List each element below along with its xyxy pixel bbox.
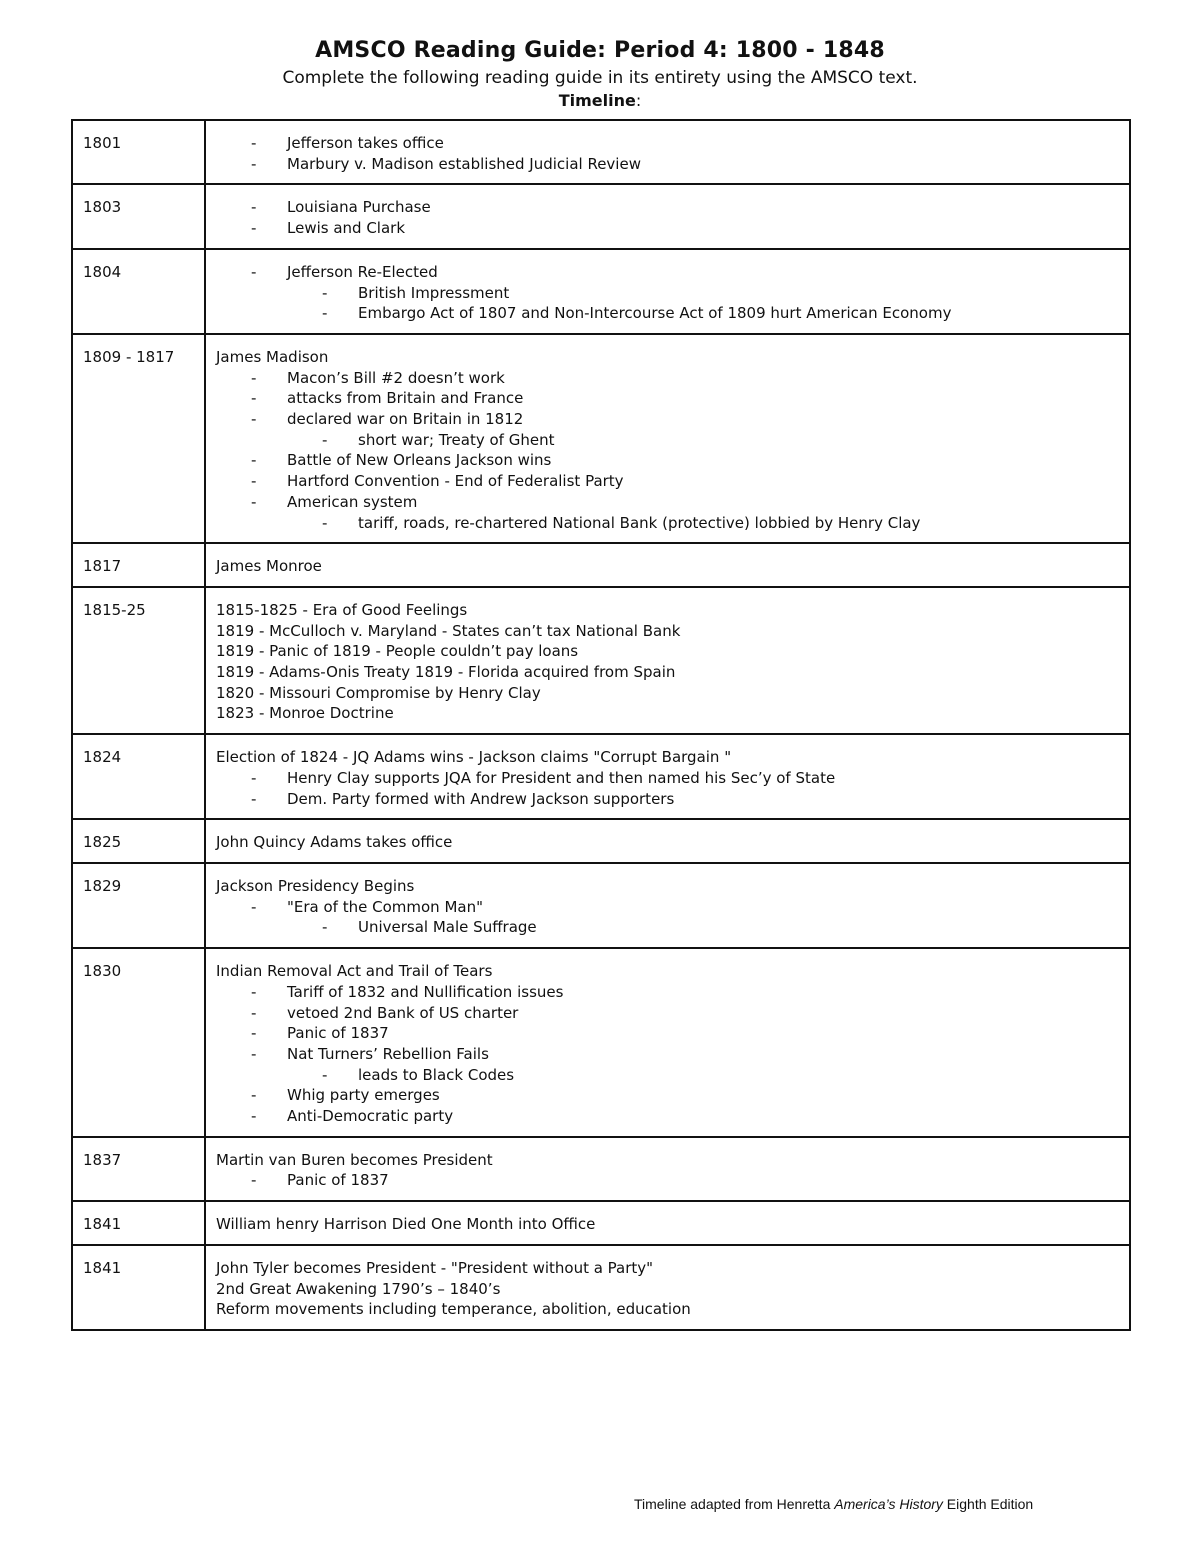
bullet-dash: -: [251, 451, 257, 470]
timeline-event: [216, 1150, 1119, 1171]
event-text: British Impressment: [358, 283, 510, 302]
event-text: 1819 - Adams-Onis Treaty 1819 - Florida acquired from Spain: [216, 663, 676, 682]
timeline-year: 1803: [72, 184, 205, 248]
timeline-event: [216, 197, 1119, 218]
event-text: 1820 - Missouri Compromise by Henry Clay: [216, 683, 541, 702]
timeline-event: [216, 1106, 1119, 1127]
event-text: James Monroe: [216, 557, 322, 576]
timeline-events: [205, 1137, 1130, 1201]
bullet-dash: -: [251, 1171, 257, 1190]
bullet-dash: -: [251, 1024, 257, 1043]
timeline-event: [216, 897, 1119, 918]
footer-book-title: America’s History: [834, 1496, 943, 1512]
bullet-dash: -: [322, 1065, 328, 1084]
bullet-dash: -: [251, 198, 257, 217]
timeline-event: [216, 789, 1119, 810]
timeline-body: [72, 120, 1130, 1330]
timeline-event: [216, 1003, 1119, 1024]
bullet-dash: -: [251, 982, 257, 1001]
bullet-dash: -: [322, 304, 328, 323]
timeline-year: 1801: [72, 120, 205, 184]
event-text: 1815-1825 - Era of Good Feelings: [216, 600, 468, 619]
event-text: tariff, roads, re-chartered National Bank (protective) lobbied by Henry Clay: [358, 513, 921, 532]
timeline-label-text: Timeline: [558, 91, 636, 110]
timeline-event: [216, 154, 1119, 175]
event-text: "Era of the Common Man": [287, 897, 483, 916]
event-text: Universal Male Suffrage: [358, 918, 537, 937]
timeline-year: 1824: [72, 734, 205, 819]
timeline-events: [205, 120, 1130, 184]
timeline-year: 1804: [72, 249, 205, 334]
timeline-events: [205, 543, 1130, 587]
event-text: Jackson Presidency Begins: [216, 876, 415, 895]
event-text: Panic of 1837: [287, 1171, 389, 1190]
event-text: vetoed 2nd Bank of US charter: [287, 1003, 519, 1022]
timeline-event: [216, 303, 1119, 324]
bullet-dash: -: [251, 1003, 257, 1022]
event-text: William henry Harrison Died One Month into Office: [216, 1215, 596, 1234]
timeline-event: [216, 450, 1119, 471]
bullet-dash: -: [251, 492, 257, 511]
timeline-event: [216, 492, 1119, 513]
timeline-year: 1817: [72, 543, 205, 587]
timeline-row: [72, 734, 1130, 819]
timeline-event: [216, 1258, 1119, 1279]
timeline-event: [216, 917, 1119, 938]
event-text: leads to Black Codes: [358, 1065, 515, 1084]
event-text: Macon’s Bill #2 doesn’t work: [287, 368, 505, 387]
timeline-row: [72, 819, 1130, 863]
timeline-event: [216, 347, 1119, 368]
bullet-dash: -: [251, 368, 257, 387]
page-header: [0, 36, 1200, 112]
bullet-dash: -: [251, 219, 257, 238]
event-text: 1819 - McCulloch v. Maryland - States can’t tax National Bank: [216, 621, 681, 640]
timeline-event: [216, 1214, 1119, 1235]
bullet-dash: -: [251, 472, 257, 491]
timeline-year: 1825: [72, 819, 205, 863]
timeline-label-colon: :: [635, 91, 642, 110]
timeline-row: [72, 948, 1130, 1137]
event-text: Marbury v. Madison established Judicial Review: [287, 154, 641, 173]
timeline-event: [216, 262, 1119, 283]
event-text: Anti-Democratic party: [287, 1107, 454, 1126]
timeline-year: 1841: [72, 1245, 205, 1330]
bullet-dash: -: [322, 283, 328, 302]
timeline-events: [205, 863, 1130, 948]
event-text: Tariff of 1832 and Nullification issues: [287, 982, 564, 1001]
event-text: Election of 1824 - JQ Adams wins - Jackson claims "Corrupt Bargain ": [216, 748, 732, 767]
event-text: attacks from Britain and France: [287, 389, 524, 408]
event-text: 1823 - Monroe Doctrine: [216, 704, 394, 723]
timeline-events: [205, 948, 1130, 1137]
bullet-dash: -: [251, 154, 257, 173]
timeline-year: 1841: [72, 1201, 205, 1245]
timeline-events: [205, 184, 1130, 248]
timeline-event: [216, 641, 1119, 662]
timeline-event: [216, 1044, 1119, 1065]
timeline-events: [205, 734, 1130, 819]
footer-credit: [634, 1496, 1033, 1512]
timeline-event: [216, 409, 1119, 430]
event-text: Nat Turners’ Rebellion Fails: [287, 1044, 489, 1063]
timeline-event: [216, 133, 1119, 154]
bullet-dash: -: [251, 389, 257, 408]
bullet-dash: -: [322, 513, 328, 532]
bullet-dash: -: [251, 262, 257, 281]
bullet-dash: -: [251, 134, 257, 152]
timeline-row: [72, 1137, 1130, 1201]
timeline-event: [216, 1085, 1119, 1106]
timeline-events: [205, 1201, 1130, 1245]
timeline-events: [205, 334, 1130, 543]
timeline-events: [205, 587, 1130, 734]
timeline-row: [72, 863, 1130, 948]
bullet-dash: -: [251, 897, 257, 916]
timeline-event: [216, 768, 1119, 789]
timeline-event: [216, 513, 1119, 534]
page-title: AMSCO Reading Guide: Period 4: 1800 - 1848: [315, 38, 885, 63]
timeline-event: [216, 662, 1119, 683]
timeline-row: [72, 1201, 1130, 1245]
timeline-event: [216, 876, 1119, 897]
event-text: Henry Clay supports JQA for President and then named his Sec’y of State: [287, 768, 836, 787]
timeline-row: [72, 587, 1130, 734]
event-text: John Tyler becomes President - "President without a Party": [216, 1258, 654, 1277]
event-text: 1819 - Panic of 1819 - People couldn’t pay loans: [216, 642, 579, 661]
timeline-event: [216, 430, 1119, 451]
timeline-event: [216, 832, 1119, 853]
event-text: declared war on Britain in 1812: [287, 410, 524, 429]
bullet-dash: -: [251, 1044, 257, 1063]
timeline-event: [216, 683, 1119, 704]
bullet-dash: -: [251, 1086, 257, 1105]
timeline-year: 1837: [72, 1137, 205, 1201]
footer-prefix: Timeline adapted from Henretta: [634, 1496, 835, 1512]
timeline-year: 1815-25: [72, 587, 205, 734]
bullet-dash: -: [251, 1107, 257, 1126]
timeline-event: [216, 621, 1119, 642]
event-text: Martin van Buren becomes President: [216, 1150, 493, 1169]
event-text: Indian Removal Act and Trail of Tears: [216, 962, 493, 981]
timeline-event: [216, 368, 1119, 389]
timeline-year: 1809 - 1817: [72, 334, 205, 543]
event-text: James Madison: [216, 347, 329, 366]
timeline-event: [216, 600, 1119, 621]
event-text: Jefferson Re-Elected: [287, 262, 438, 281]
timeline-year: 1829: [72, 863, 205, 948]
timeline-table: [71, 119, 1131, 1331]
timeline-event: [216, 961, 1119, 982]
timeline-event: [216, 388, 1119, 409]
event-text: American system: [287, 492, 418, 511]
timeline-row: [72, 543, 1130, 587]
bullet-dash: -: [322, 430, 328, 449]
bullet-dash: -: [322, 918, 328, 937]
timeline-event: [216, 1023, 1119, 1044]
event-text: Battle of New Orleans Jackson wins: [287, 451, 552, 470]
timeline-event: [216, 1065, 1119, 1086]
timeline-event: [216, 556, 1119, 577]
event-text: Panic of 1837: [287, 1024, 389, 1043]
timeline-events: [205, 1245, 1130, 1330]
event-text: John Quincy Adams takes office: [216, 833, 453, 852]
timeline-event: [216, 1299, 1119, 1320]
timeline-row: [72, 184, 1130, 248]
event-text: short war; Treaty of Ghent: [358, 430, 555, 449]
bullet-dash: -: [251, 789, 257, 808]
bullet-dash: -: [251, 768, 257, 787]
timeline-event: [216, 982, 1119, 1003]
event-text: Embargo Act of 1807 and Non-Intercourse Act of 1809 hurt American Economy: [358, 304, 952, 323]
event-text: Louisiana Purchase: [287, 198, 431, 217]
timeline-event: [216, 1279, 1119, 1300]
timeline-events: [205, 819, 1130, 863]
bullet-dash: -: [251, 410, 257, 429]
timeline-row: [72, 249, 1130, 334]
timeline-event: [216, 283, 1119, 304]
timeline-year: 1830: [72, 948, 205, 1137]
timeline-row: [72, 1245, 1130, 1330]
event-text: Whig party emerges: [287, 1086, 440, 1105]
timeline-event: [216, 471, 1119, 492]
timeline-event: [216, 1170, 1119, 1191]
page-subtitle: Complete the following reading guide in its entirety using the AMSCO text.: [282, 68, 918, 88]
timeline-events: [205, 249, 1130, 334]
event-text: Jefferson takes office: [287, 134, 444, 152]
timeline-label: [0, 90, 1200, 112]
footer-suffix: Eighth Edition: [942, 1496, 1034, 1512]
event-text: Hartford Convention - End of Federalist Party: [287, 472, 624, 491]
timeline-row: [72, 334, 1130, 543]
event-text: 2nd Great Awakening 1790’s – 1840’s: [216, 1279, 501, 1298]
event-text: Dem. Party formed with Andrew Jackson supporters: [287, 789, 675, 808]
timeline-row: [72, 120, 1130, 184]
timeline-event: [216, 747, 1119, 768]
event-text: Reform movements including temperance, abolition, education: [216, 1300, 691, 1319]
timeline-event: [216, 218, 1119, 239]
event-text: Lewis and Clark: [287, 219, 406, 238]
timeline-event: [216, 703, 1119, 724]
